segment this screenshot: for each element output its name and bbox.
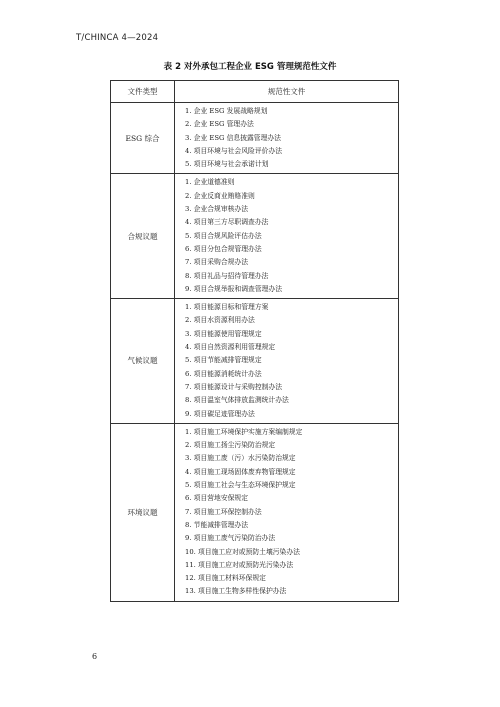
document-item: 4. 项目第三方尽职调查办法 — [185, 218, 269, 227]
documents-cell — [175, 299, 399, 424]
document-item: 4. 项目环境与社会风险评价办法 — [185, 146, 283, 155]
document-item: 7. 项目能源设计与采购控制办法 — [185, 382, 283, 391]
document-item: 1. 项目能源目标和管理方案 — [185, 303, 269, 312]
document-item: 5. 项目合规风险评估办法 — [185, 231, 262, 240]
document-item: 5. 项目环境与社会承诺计划 — [185, 160, 269, 169]
document-item: 4. 项目自然资源利用管理规定 — [185, 343, 276, 352]
esg-documents-table — [110, 80, 399, 602]
document-item: 9. 项目合规举报和调查管理办法 — [185, 284, 283, 293]
document-item: 5. 项目施工社会与生态环境保护规定 — [185, 481, 296, 490]
column-header-normative-docs: 规范性文件 — [175, 81, 399, 103]
document-item: 10. 项目施工应对或预防土壤污染办法 — [185, 547, 300, 556]
document-item: 6. 项目能源消耗统计办法 — [185, 369, 262, 378]
document-item: 9. 项目施工废气污染防治办法 — [185, 534, 276, 543]
document-item: 4. 项目施工现场固体废弃物管理规定 — [185, 467, 296, 476]
table-row — [111, 423, 399, 601]
document-item: 3. 企业 ESG 信息披露管理办法 — [185, 133, 281, 142]
category-cell: 合规议题 — [111, 174, 175, 299]
document-item: 7. 项目施工环保控制办法 — [185, 507, 262, 516]
document-item: 2. 项目施工扬尘污染防治规定 — [185, 441, 276, 450]
document-item: 8. 节能减排管理办法 — [185, 520, 249, 529]
page-number: 6 — [92, 652, 98, 661]
table-caption: 表 2 对外承包工程企业 ESG 管理规范性文件 — [163, 62, 337, 72]
document-item: 3. 项目能源使用管理规定 — [185, 329, 262, 338]
document-item: 13. 项目施工生物多样性保护办法 — [185, 587, 287, 596]
document-item: 1. 企业道德准则 — [185, 178, 235, 187]
document-item: 12. 项目施工材料环保规定 — [185, 574, 266, 583]
document-item: 2. 企业 ESG 管理办法 — [185, 120, 254, 129]
table-row — [111, 299, 399, 424]
table-row — [111, 103, 399, 174]
category-cell: 气候议题 — [111, 299, 175, 424]
column-header-doc-type: 文件类型 — [111, 81, 175, 103]
document-item: 2. 企业反商业贿赂准则 — [185, 191, 255, 200]
document-item: 1. 项目施工环境保护实施方案编制规定 — [185, 427, 303, 436]
documents-cell — [175, 103, 399, 174]
document-item: 5. 项目节能减排管理规定 — [185, 356, 262, 365]
document-item: 1. 企业 ESG 发展战略规划 — [185, 107, 268, 115]
document-item: 8. 项目温室气体排放监测统计办法 — [185, 396, 289, 405]
document-item: 8. 项目礼品与招待管理办法 — [185, 271, 269, 280]
document-item: 9. 项目碳足迹管理办法 — [185, 409, 255, 418]
table-header-row — [111, 81, 399, 103]
category-cell: ESG 综合 — [111, 103, 175, 174]
table-row — [111, 174, 399, 299]
standard-code: T/CHINCA 4—2024 — [76, 33, 159, 43]
document-item: 11. 项目施工应对或预防光污染办法 — [185, 560, 294, 569]
category-cell: 环境议题 — [111, 423, 175, 601]
documents-cell — [175, 174, 399, 299]
document-item: 3. 企业合规审核办法 — [185, 205, 249, 214]
document-item: 2. 项目水资源利用办法 — [185, 316, 255, 325]
document-item: 3. 项目施工废（污）水污染防治规定 — [185, 454, 296, 463]
document-item: 6. 项目分包合规管理办法 — [185, 244, 262, 253]
document-item: 6. 项目营地安保规定 — [185, 494, 249, 503]
documents-cell — [175, 423, 399, 601]
document-item: 7. 项目采购合规办法 — [185, 258, 249, 267]
